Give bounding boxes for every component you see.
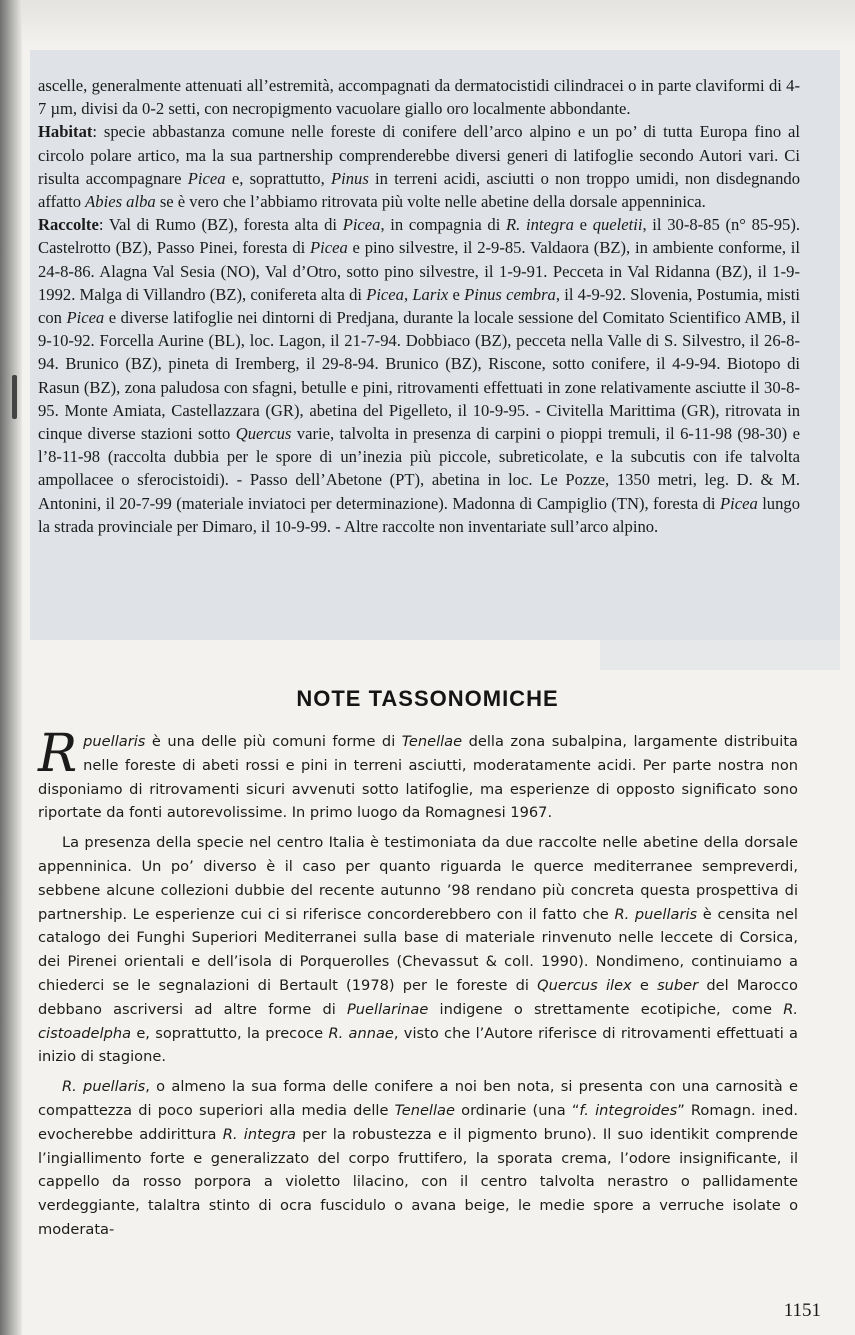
italic-run: Tenellae [401, 733, 463, 750]
text-run: , il 30-8-85 (n° 85-95). Castelrotto (BZ), Passo Pinei, foresta di [38, 215, 800, 258]
text-run: indigene o strettamente ecotipiche, come [428, 1000, 784, 1018]
italic-run: Tenellae [394, 1101, 455, 1119]
habitat-paragraph [38, 120, 800, 213]
italic-run: Pinus [330, 168, 369, 188]
page-top-shadow [22, 0, 855, 48]
text-run: e, soprattutto, la precoce [131, 1024, 329, 1042]
text-run: , il 4-9-92. Slovenia, Postumia, misti con [38, 284, 800, 328]
italic-run: Picea [366, 284, 404, 304]
text-run: e, soprattutto, [225, 168, 331, 188]
bleed-through-region-lower [600, 640, 840, 670]
text-run: , o almeno la sua forma delle conifere a noi ben nota, si presenta con una carnosità e compattezza di poco superiori alla media delle [38, 1078, 799, 1119]
text-run: , [403, 284, 413, 304]
text-run: , in compagnia di [380, 215, 507, 235]
text-run: della zona subalpina, largamente distribuita nelle foreste di abeti rossi e pini in terreni asciutti, moderatamente acidi. Per parte nostra non disponiamo di ritrovamenti sicuri avvenuti sotto latifoglie, ma esperienze di opposto significato sono riportate da fonti autorevolissime. In primo luogo da Romagnesi 1967. [38, 733, 798, 822]
text-run: La presenza della specie nel centro Italia è testimoniata da due raccolte nelle abetine della dorsale appenninica. Un po’ diverso è il caso per quanto riguarda le querce mediterranee sempreverdi, sebbene alcune collezioni dubbie del recente autunno ’98 rendano più concreta questa prospettiva di partnership. Le esperienze cui ci si riferisce concorderebbero con il fatto che [38, 834, 798, 923]
book-spine-shadow [0, 0, 22, 1335]
text-run: è censita nel catalogo dei Funghi Superiori Mediterranei sulla base di materiale rinvenuto nelle leccete di Corsica, dei Pirenei orientali e dell’isola di Porquerolles (Chevassut & coll. 1990). Nondimeno, continuiamo a chiederci se le segnalazioni di Bertault (1978) per le foreste di [38, 905, 798, 994]
text-run: e diverse latifoglie nei dintorni di Predjana, durante la locale sessione del Comitato Scientifico AMB, il 9-10-92. Forcella Aurine (BL), loc. Lagon, il 21-7-94. Dobbiaco (BZ), pecceta nella Valle di S. Silvestro, il 26-8-94. Brunico (BZ), pineta di Iremberg, il 29-8-94. Brunico (BZ), Riscone, sotto conifere, il 4-9-94. Biotopo di Rasun (BZ), zona paludosa con sfagni, betulle e pini, ritrovamenti effettuati in zone relativamente asciutte il 30-8-95. Monte Amiata, Castellazzara (GR), abetina del Pigelleto, il 10-9-95. - Civitella Marittima (GR), ritrovata in cinque diverse stazioni sotto [38, 308, 800, 444]
text-run: è una delle più comuni forme di [145, 733, 402, 750]
description-tail: ascelle, generalmente attenuati all’estremità, accompagnati da dermatocistidi cilindracei o in parte claviformi di 4-7 µm, divisi da 0-2 setti, con necropigmento vacuolare giallo oro localmente abbondante. [38, 76, 800, 119]
italic-run: R. annae [328, 1024, 394, 1042]
text-run: e [573, 215, 593, 235]
text-run: e [448, 284, 465, 304]
italic-run: R. puellaris [62, 1078, 146, 1096]
italic-run: Picea [66, 308, 105, 328]
italic-run: suber [657, 976, 699, 994]
italic-run: Quercus [235, 424, 292, 444]
margin-pencil-mark [12, 375, 17, 419]
notes-paragraph-3 [38, 1075, 798, 1242]
italic-run: queletii [592, 215, 643, 235]
italic-run: R. integra [506, 215, 574, 235]
raccolte-paragraph [38, 213, 800, 538]
italic-run: R. integra [222, 1125, 296, 1143]
text-run: ” Romagn. ined. evocherebbe addirittura [38, 1101, 798, 1143]
text-run: varie, talvolta in presenza di carpini o pioppi tremuli, il 6-11-98 (98-30) e l’8-11-98 (raccolta dubbia per le spore di un’inezia più piccole, subreticolate, e la subcutis con ife talvolta ampollacee o sferocistoidi). - Passo dell’Abetone (PT), abetina in loc. Le Pozze, 1350 metri, leg. D. & M. Antonini, il 20-7-99 (materiale inviatoci per determinazione). Madonna di Campiglio (TN), foresta di [38, 424, 800, 513]
italic-run: Picea [310, 238, 348, 258]
italic-run: Picea [719, 493, 758, 513]
italic-run: Larix [412, 284, 449, 304]
taxonomic-notes-block [38, 724, 799, 1242]
italic-run: Pinus cembra [464, 284, 556, 304]
page-number: 1151 [783, 1300, 821, 1321]
italic-run: R. puellaris [614, 905, 698, 923]
text-run: se è vero che l’abbiamo ritrovata più volte nelle abetine della dorsale appenninica. [155, 192, 706, 212]
text-run: ordinarie (una “ [454, 1101, 580, 1119]
italic-run: R. cistoadelpha [38, 1000, 798, 1042]
text-run: e pino silvestre, il 2-9-85. Valdaora (BZ), in ambiente conforme, il 24-8-86. Alagna Val Sesia (NO), Val d’Otro, sotto pino silvestre, il 1-9-91. Pecceta in Val Ridanna (BZ), il 1-9-1992. Malga di Villandro (BZ), conifereta alta di [38, 238, 800, 304]
italic-run: puellaris [83, 733, 146, 750]
italic-run: Abies alba [85, 192, 156, 212]
text-run: lungo la strada provinciale per Dimaro, il 10-9-99. - Altre raccolte non inventariate sull’arco alpino. [38, 493, 800, 536]
text-run: e [631, 976, 658, 994]
section-heading: NOTE TASSONOMICHE [296, 686, 559, 711]
text-run: , visto che l’Autore riferisce di ritrovamenti effettuati a inizio di stagione. [38, 1024, 798, 1066]
italic-run: Puellarinae [347, 1000, 429, 1018]
text-run: : specie abbastanza comune nelle foreste di conifere dell’arco alpino e un po’ di tutta Europa fino al circolo polare artico, ma la sua partnership comprenderebbe diversi generi di latifoglie secondo Autori vari. Ci risulta accompagnare [38, 122, 800, 188]
italic-run: Quercus ilex [537, 976, 632, 994]
drop-cap: R [38, 724, 78, 784]
text-run: : Val di Rumo (BZ), foresta alta di [98, 215, 343, 235]
text-run: del Marocco debbano ascriversi ad altre forme di [38, 976, 798, 1018]
text-run: per la robustezza e il pigmento bruno). Il suo identikit comprende l’ingiallimento forte e generalizzato del corpo fruttifero, la sporata crema, l’odore insignificante, il cappello da rosso porpora a violetto lilacino, con il centro talvolta nerastro o pallidamente verdeggiante, talaltra stinto di ocra fuscidulo o avana beige, le medie spore a verruche isolate o moderata- [38, 1125, 798, 1238]
italic-run: f. integroides [579, 1101, 678, 1119]
notes-paragraph-2 [38, 831, 798, 1069]
notes-paragraph-1 [38, 724, 798, 825]
raccolte-label: Raccolte [38, 215, 99, 235]
species-description-block [38, 74, 800, 538]
italic-run: Picea [342, 215, 381, 235]
habitat-label: Habitat [38, 122, 93, 142]
italic-run: Picea [187, 168, 226, 188]
text-run: in terreni acidi, asciutti o non troppo umidi, non disdegnando affatto [38, 168, 800, 212]
